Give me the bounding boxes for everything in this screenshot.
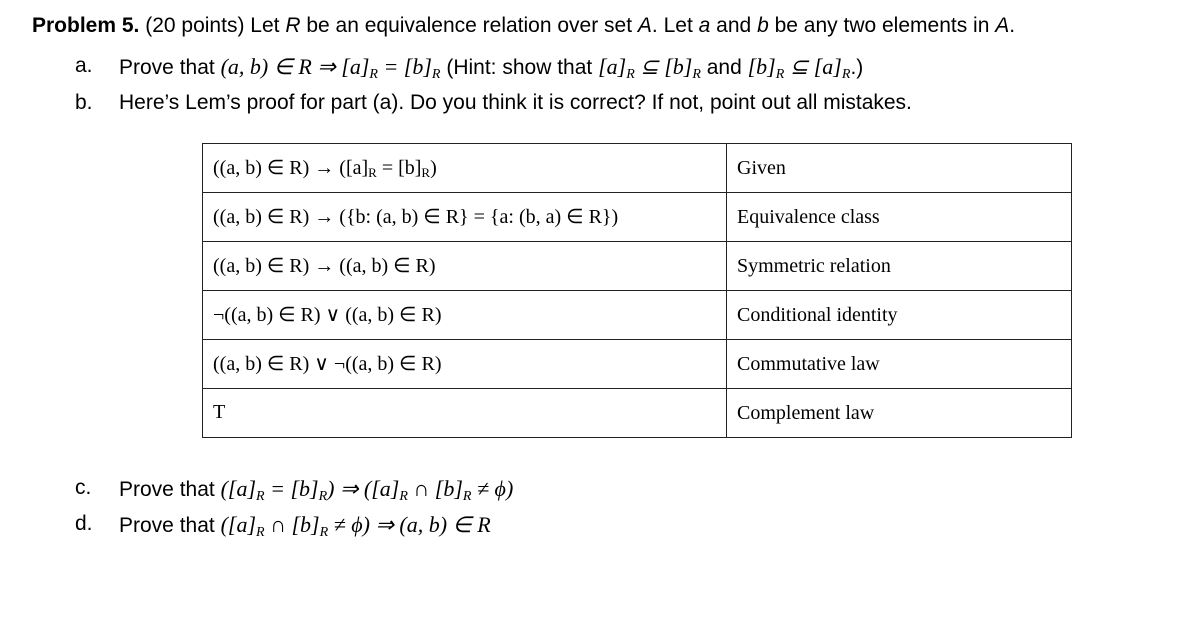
problem-text: be any two elements in — [774, 14, 990, 37]
problem-points: (20 points) — [145, 14, 245, 37]
part-a-text: Prove that — [119, 56, 215, 79]
proof-row — [203, 242, 1072, 291]
part-b-marker: b. — [75, 91, 93, 114]
proof-statement: ((a, b) ∈ R) ∨ ¬((a, b) ∈ R) — [203, 340, 727, 389]
part-d-content — [119, 512, 491, 541]
proof-reason: Complement law — [727, 389, 1072, 438]
part-a-hint-math: $[a]_R$ ⊆ $[b]_R$ — [598, 54, 701, 82]
proof-row — [203, 144, 1072, 193]
part-d-text: Prove that — [119, 514, 215, 537]
proof-statement: ¬((a, b) ∈ R) ∨ ((a, b) ∈ R) — [203, 291, 727, 340]
proof-row — [203, 291, 1072, 340]
part-b-text: Here’s Lem’s proof for part (a). Do you think it is correct? If not, point out all mistakes. — [119, 91, 912, 114]
proof-statement: ((a, b) ∈ R) → ([a]R = [b]R) — [203, 144, 727, 193]
problem-var: R — [285, 14, 301, 37]
part-a-hint: .) — [850, 56, 864, 79]
problem-label: Problem 5. — [32, 14, 140, 37]
proof-reason: Equivalence class — [727, 193, 1072, 242]
proof-statement: ((a, b) ∈ R) → ((a, b) ∈ R) — [203, 242, 727, 291]
proof-statement: ((a, b) ∈ R) → ({b: (a, b) ∈ R} = {a: (b, a) ∈ R}) — [203, 193, 727, 242]
part-c-marker: c. — [75, 476, 92, 499]
part-c-text: Prove that — [119, 478, 215, 501]
proof-statement: T — [203, 389, 727, 438]
part-a-marker: a. — [75, 54, 93, 77]
problem-text: . — [1009, 14, 1016, 37]
part-a-hint-math: $[b]_R$ ⊆ $[a]_R$ — [747, 54, 851, 82]
part-a-hint: (Hint: show that — [446, 56, 593, 79]
proof-row — [203, 389, 1072, 438]
problem-text: and — [716, 14, 752, 37]
part-a-hint: and — [706, 56, 742, 79]
proof-reason: Given — [727, 144, 1072, 193]
part-a-content — [119, 54, 863, 83]
part-c-content — [119, 476, 513, 505]
proof-reason: Symmetric relation — [727, 242, 1072, 291]
part-d-math: ($[a]_R$ ∩ $[b]_R \ne \phi$) ⇒ (a, b) ∈ R — [220, 512, 491, 540]
problem-text: . Let — [651, 14, 693, 37]
proof-reason: Conditional identity — [727, 291, 1072, 340]
problem-statement — [32, 14, 1015, 38]
part-a-math: (a, b) ∈ R ⇒ $[a]_R = [b]_R$ — [220, 54, 441, 82]
problem-text: be an equivalence relation over set — [306, 14, 633, 37]
problem-var: b — [757, 14, 769, 37]
problem-var: A — [637, 14, 652, 37]
proof-reason: Commutative law — [727, 340, 1072, 389]
proof-row — [203, 340, 1072, 389]
proof-row — [203, 193, 1072, 242]
problem-text: Let — [250, 14, 280, 37]
problem-var: A — [995, 14, 1010, 37]
problem-var: a — [698, 14, 711, 37]
part-d-marker: d. — [75, 512, 93, 535]
proof-table — [202, 143, 1072, 438]
part-c-math: $([a]_R = [b]_R)$ ⇒ ($[a]_R$ ∩ $[b]_R \ne \phi$) — [220, 476, 514, 504]
